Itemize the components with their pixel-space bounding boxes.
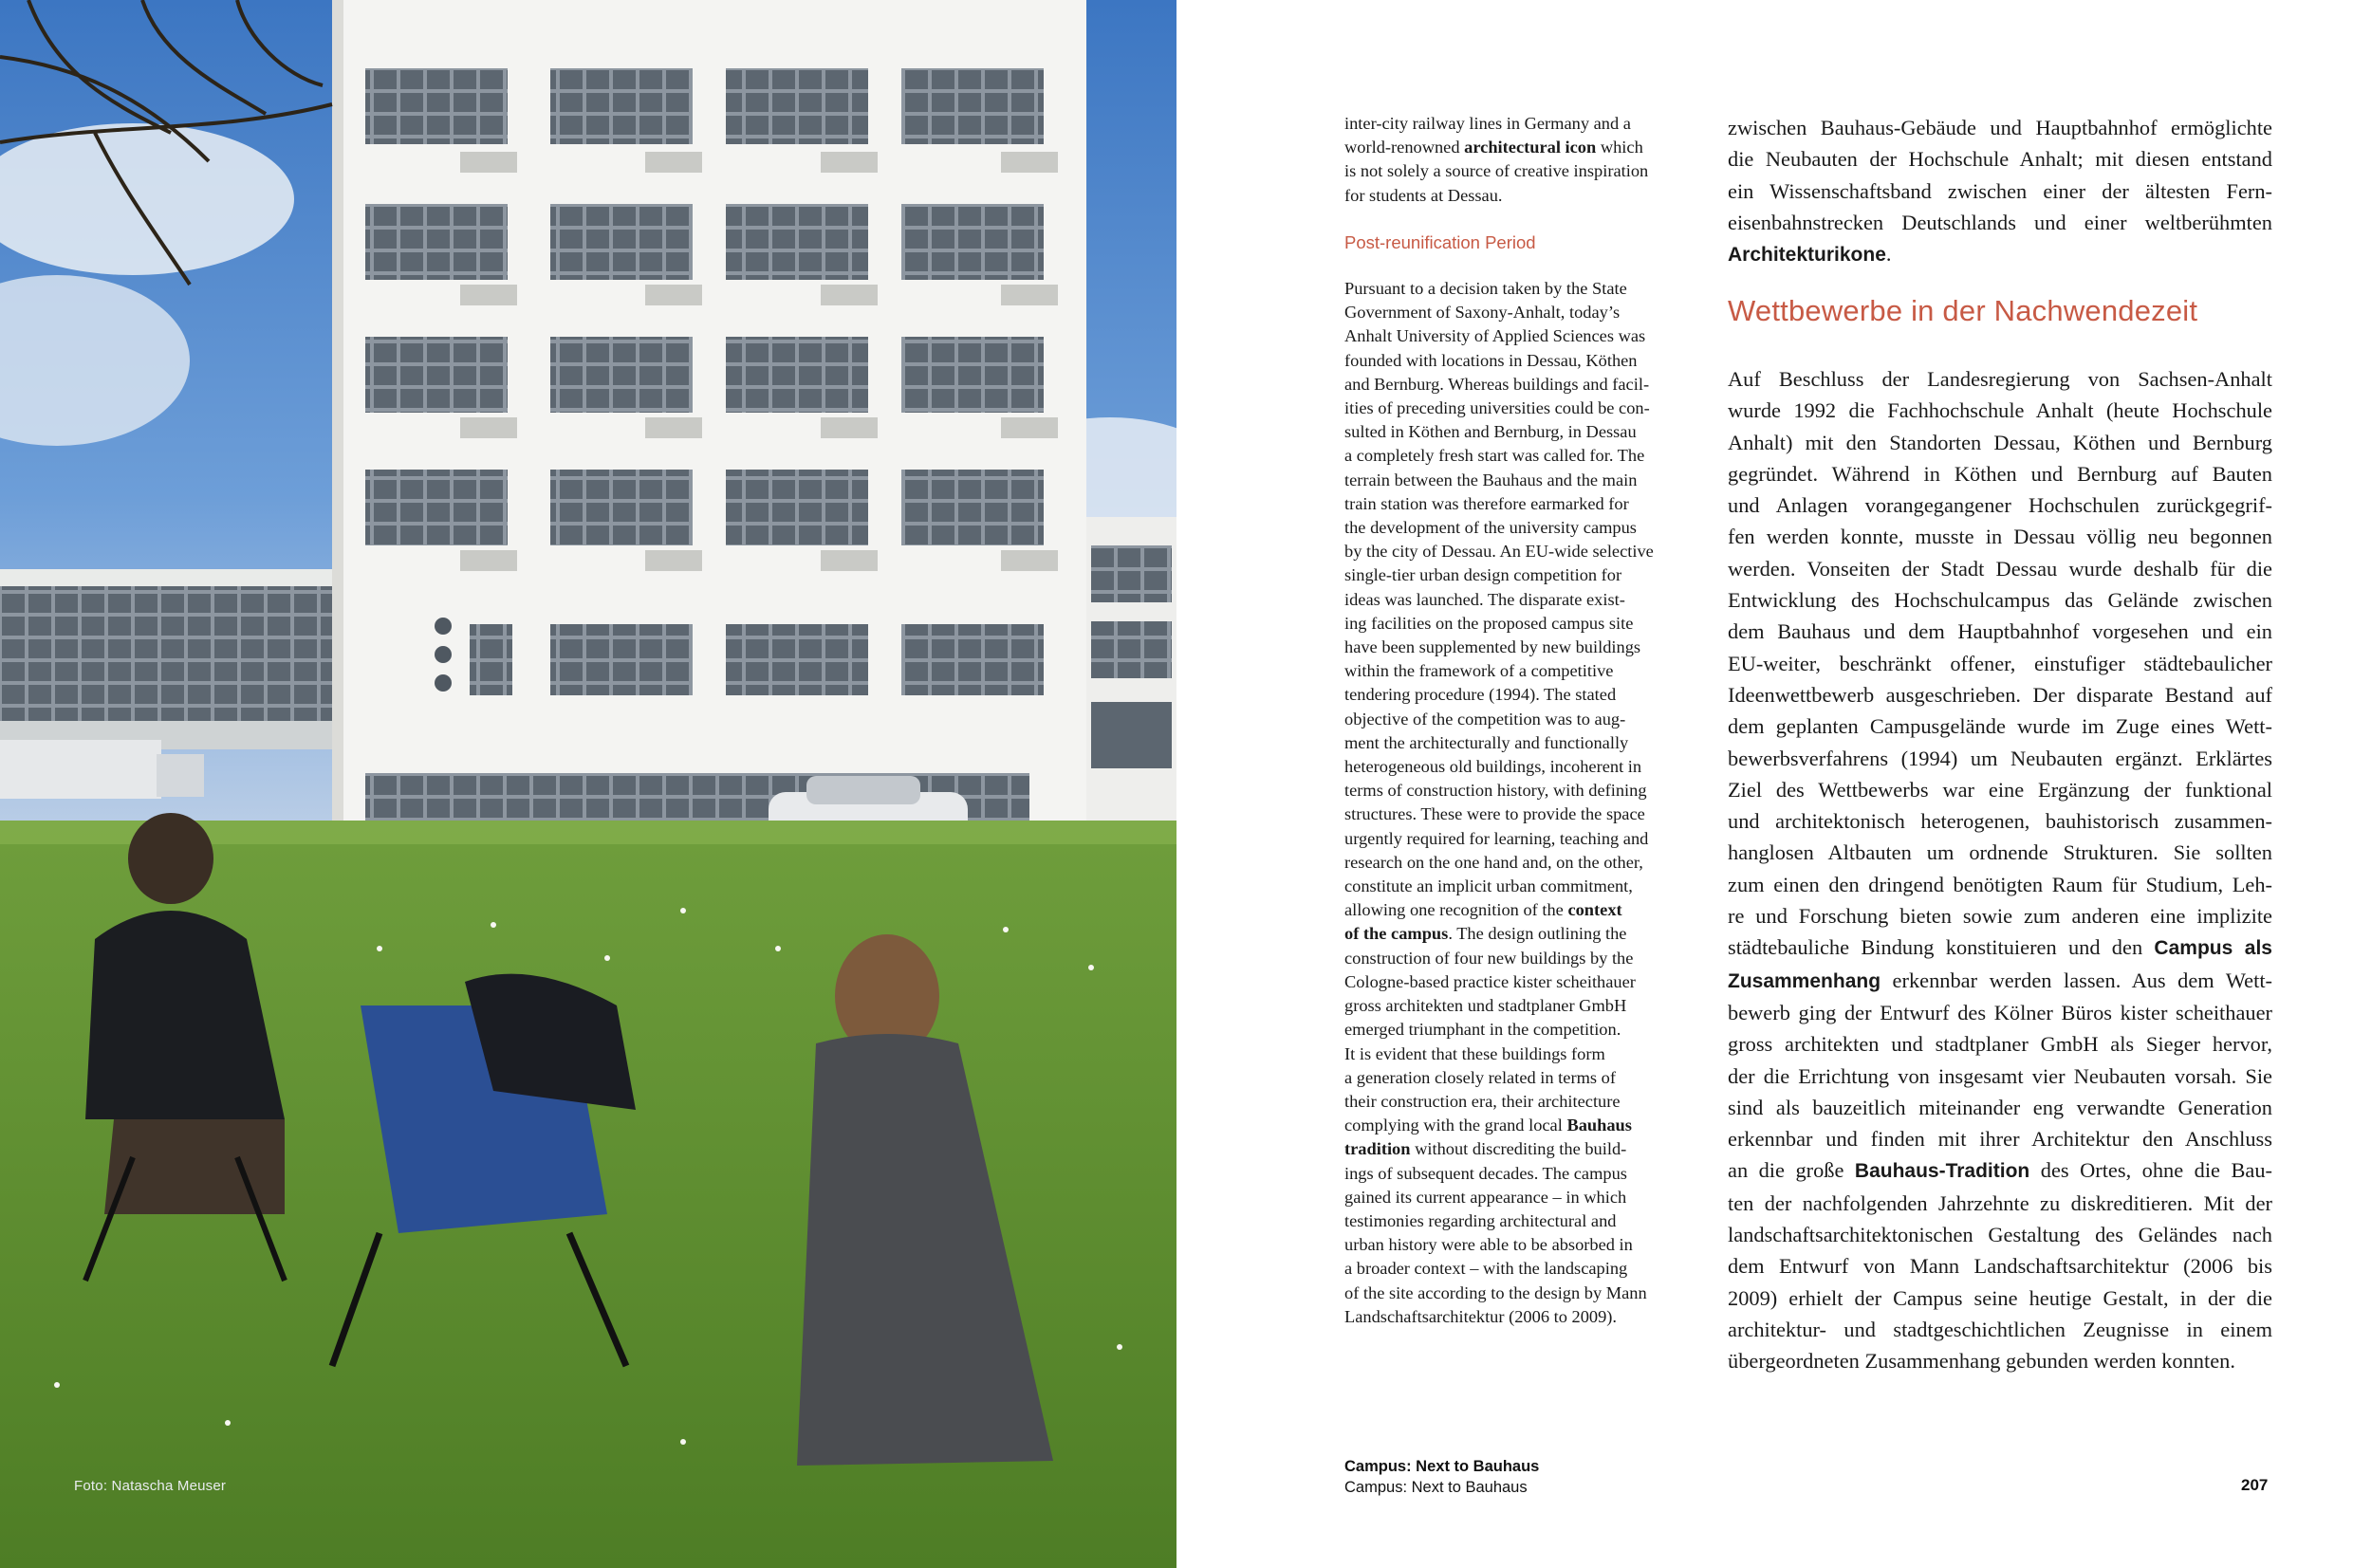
text-line: der die Errichtung von insgesamt vier Neubauten vorsah. Sie: [1728, 1063, 2272, 1088]
text-line: by the city of Dessau. An EU-wide selective: [1344, 542, 1654, 562]
text-line: construction of four new buildings by the: [1344, 948, 1634, 968]
text-line: re und Forschung bieten sowie zum anderen eine implizite: [1728, 904, 2272, 929]
text-line: und Anlagen vorangegangener Hochschulen zurückgegrif-: [1728, 493, 2272, 518]
text-line: within the framework of a competitive: [1344, 661, 1614, 681]
text-line: werden. Vonseiten der Stadt Dessau wurde deshalb für die: [1728, 556, 2272, 581]
text-line: hanglosen Altbauten um ordnende Strukturen. Sie sollten: [1728, 840, 2272, 865]
text-line: Anhalt University of Applied Sciences was: [1344, 326, 1646, 346]
german-body: [1728, 363, 2272, 1377]
english-section-heading: Post-reunification Period: [1344, 232, 1536, 252]
german-intro: [1728, 112, 2272, 270]
text-line: is not solely a source of creative inspiration: [1344, 161, 1649, 181]
text-line: Government of Saxony-Anhalt, today’s: [1344, 303, 1621, 323]
photo-page: [0, 0, 1176, 1568]
text-line: fen werden konnte, musste in Dessau völlig neu begonnen: [1728, 525, 2272, 549]
text-line: complying with the grand local Bauhaus: [1344, 1116, 1632, 1135]
text-line: allowing one recognition of the context: [1344, 900, 1622, 920]
text-line: ing facilities on the proposed campus site: [1344, 613, 1634, 633]
text-line: gained its current appearance – in which: [1344, 1187, 1627, 1207]
bold-term: Bauhaus-Tradition: [1854, 1160, 2030, 1183]
text-line: Ziel des Wettbewerbs war eine Ergänzung der funktional: [1728, 777, 2272, 802]
text-line: a completely fresh start was called for. The: [1344, 446, 1645, 466]
page-number: 207: [2241, 1476, 2269, 1494]
text-line: gegründet. Während in Köthen und Bernburg auf Bauten: [1728, 461, 2272, 486]
bold-term: Campus als: [2154, 937, 2272, 960]
text-line: architektur- und stadtgeschichtlichen Zeugnisse in einem: [1728, 1317, 2272, 1341]
text-line: and Bernburg. Whereas buildings and facil-: [1344, 374, 1650, 394]
text-line: terrain between the Bauhaus and the main: [1344, 470, 1638, 489]
text-line: 2009) erhielt der Campus seine heutige Gestalt, in der die: [1728, 1285, 2272, 1310]
text-line: inter-city railway lines in Germany and a: [1344, 114, 1631, 133]
background-building: [0, 583, 332, 745]
text-line: tradition without discrediting the build-: [1344, 1139, 1627, 1159]
text-line: eisenbahnstrecken Deutschlands und einer weltberühmten: [1728, 210, 2272, 234]
text-line: founded with locations in Dessau, Köthen: [1344, 350, 1638, 370]
text-line: of the campus. The design outlining the: [1344, 924, 1627, 944]
text-line: ten der nachfolgenden Jahrzehnte zu diskreditieren. Mit der: [1728, 1190, 2272, 1215]
text-line: structures. These were to provide the space: [1344, 804, 1645, 824]
text-line: landschaftsarchitektonischen Gestaltung des Geländes nach: [1728, 1223, 2272, 1247]
bold-term: Zusammenhang: [1728, 969, 1881, 992]
text-line: Cologne-based practice kister scheithauer: [1344, 971, 1636, 991]
text-line: world-renowned architectural icon which: [1344, 138, 1643, 157]
text-line: ein Wissenschaftsband zwischen einer der ältesten Fern-: [1728, 178, 2272, 203]
text-line: sind als bauzeitlich miteinander eng verwandte Generation: [1728, 1095, 2272, 1119]
text-line: a broader context – with the landscaping: [1344, 1259, 1628, 1279]
text-line: Anhalt) mit den Standorten Dessau, Köthen und Bernburg: [1728, 430, 2272, 454]
text-line: bewerbsverfahrens (1994) um Neubauten ergänzt. Erklärtes: [1728, 746, 2272, 770]
text-line: their construction era, their architecture: [1344, 1091, 1621, 1111]
campus-photo: [0, 0, 1176, 1568]
text-line: single-tier urban design competition for: [1344, 565, 1622, 585]
german-section-heading: Wettbewerbe in der Nachwendezeit: [1728, 294, 2198, 327]
text-line: urgently required for learning, teaching and: [1344, 828, 1649, 848]
truck: [0, 740, 161, 799]
bold-term: Bauhaus: [1566, 1116, 1632, 1135]
text-line: bewerb ging der Entwurf des Kölner Büros kister scheithauer: [1728, 1000, 2272, 1024]
photo-credit: Foto: Natascha Meuser: [74, 1478, 227, 1494]
text-line: Zusammenhang erkennbar werden lassen. Aus dem Wett-: [1728, 968, 2272, 992]
text-line: emerged triumphant in the competition.: [1344, 1020, 1621, 1040]
text-line: wurde 1992 die Fachhochschule Anhalt (heute Hochschule: [1728, 398, 2272, 423]
text-line: terms of construction history, with defining: [1344, 781, 1647, 801]
text-line: ideas was launched. The disparate exist-: [1344, 589, 1625, 609]
text-line: erkennbar und finden mit ihrer Architektur den Anschluss: [1728, 1127, 2272, 1152]
text-line: Pursuant to a decision taken by the State: [1344, 279, 1627, 298]
text-line: for students at Dessau.: [1344, 185, 1503, 205]
text-line: Landschaftsarchitektur (2006 to 2009).: [1344, 1306, 1618, 1326]
text-line: zwischen Bauhaus-Gebäude und Hauptbahnhof ermöglichte: [1728, 116, 2272, 139]
text-line: Architekturikone.: [1728, 242, 1892, 267]
text-line: objective of the competition was to aug-: [1344, 709, 1626, 729]
running-footer: [1344, 1456, 1539, 1498]
text-line: tendering procedure (1994). The stated: [1344, 685, 1617, 705]
bold-term: tradition: [1344, 1139, 1411, 1159]
text-line: dem geplanten Campusgelände wurde im Zuge eines Wett-: [1728, 714, 2272, 739]
text-line: gross architekten und stadtplaner GmbH: [1344, 996, 1627, 1016]
text-line: städtebauliche Bindung konstituieren und den Campus als: [1728, 935, 2272, 960]
text-line: a generation closely related in terms of: [1344, 1067, 1616, 1087]
text-line: research on the one hand and, on the other,: [1344, 852, 1643, 872]
text-line: EU-weiter, beschränkt offener, einstufiger städtebaulicher: [1728, 651, 2272, 675]
footer-title-bold: Campus: Next to Bauhaus: [1344, 1458, 1540, 1475]
text-line: train station was therefore earmarked for: [1344, 493, 1629, 513]
footer-title-light: Campus: Next to Bauhaus: [1344, 1479, 1528, 1496]
text-line: und architektonisch heterogenen, bauhistorisch zusammen-: [1728, 809, 2272, 834]
text-line: ment the architecturally and functionally: [1344, 732, 1629, 752]
text-line: dem Entwurf von Mann Landschaftsarchitektur (2006 bis: [1728, 1254, 2272, 1279]
text-line: constitute an implicit urban commitment,: [1344, 876, 1633, 896]
english-body: [1344, 277, 1695, 1329]
text-line: an die große Bauhaus-Tradition des Ortes, ohne die Bau-: [1728, 1158, 2272, 1183]
text-line: urban history were able to be absorbed in: [1344, 1235, 1633, 1255]
text-line: the development of the university campus: [1344, 518, 1637, 538]
text-line: Ideenwettbewerb ausgeschrieben. Der disparate Bestand auf: [1728, 682, 2272, 707]
text-line: Entwicklung des Hochschulcampus das Gelände zwischen: [1728, 588, 2272, 613]
text-line: gross architekten und stadtplaner GmbH als Sieger hervor,: [1728, 1032, 2272, 1057]
text-line: Auf Beschluss der Landesregierung von Sachsen-Anhalt: [1728, 367, 2272, 391]
english-column: [1344, 112, 1695, 208]
bold-term: architectural icon: [1464, 138, 1597, 157]
text-line: ities of preceding universities could be con-: [1344, 398, 1650, 418]
text-line: heterogeneous old buildings, incoherent in: [1344, 757, 1642, 777]
text-line: testimonies regarding architectural and: [1344, 1210, 1617, 1230]
text-line: ings of subsequent decades. The campus: [1344, 1163, 1627, 1183]
text-line: of the site according to the design by Mann: [1344, 1282, 1647, 1302]
text-line: die Neubauten der Hochschule Anhalt; mit diesen entstand: [1728, 147, 2272, 172]
text-line: It is evident that these buildings form: [1344, 1043, 1605, 1063]
text-line: have been supplemented by new buildings: [1344, 637, 1641, 657]
bold-term: Architekturikone: [1728, 244, 1886, 267]
bold-term: of the campus: [1344, 924, 1449, 944]
bold-term: context: [1567, 900, 1622, 920]
text-line: zum einen den dringend benötigten Raum für Studium, Leh-: [1728, 872, 2272, 896]
text-line: sulted in Köthen and Bernburg, in Dessau: [1344, 422, 1637, 442]
text-line: dem Bauhaus und dem Hauptbahnhof vorgesehen und ein: [1728, 619, 2272, 644]
text-line: übergeordneten Zusammenhang gebunden werden konnten.: [1728, 1349, 2235, 1374]
